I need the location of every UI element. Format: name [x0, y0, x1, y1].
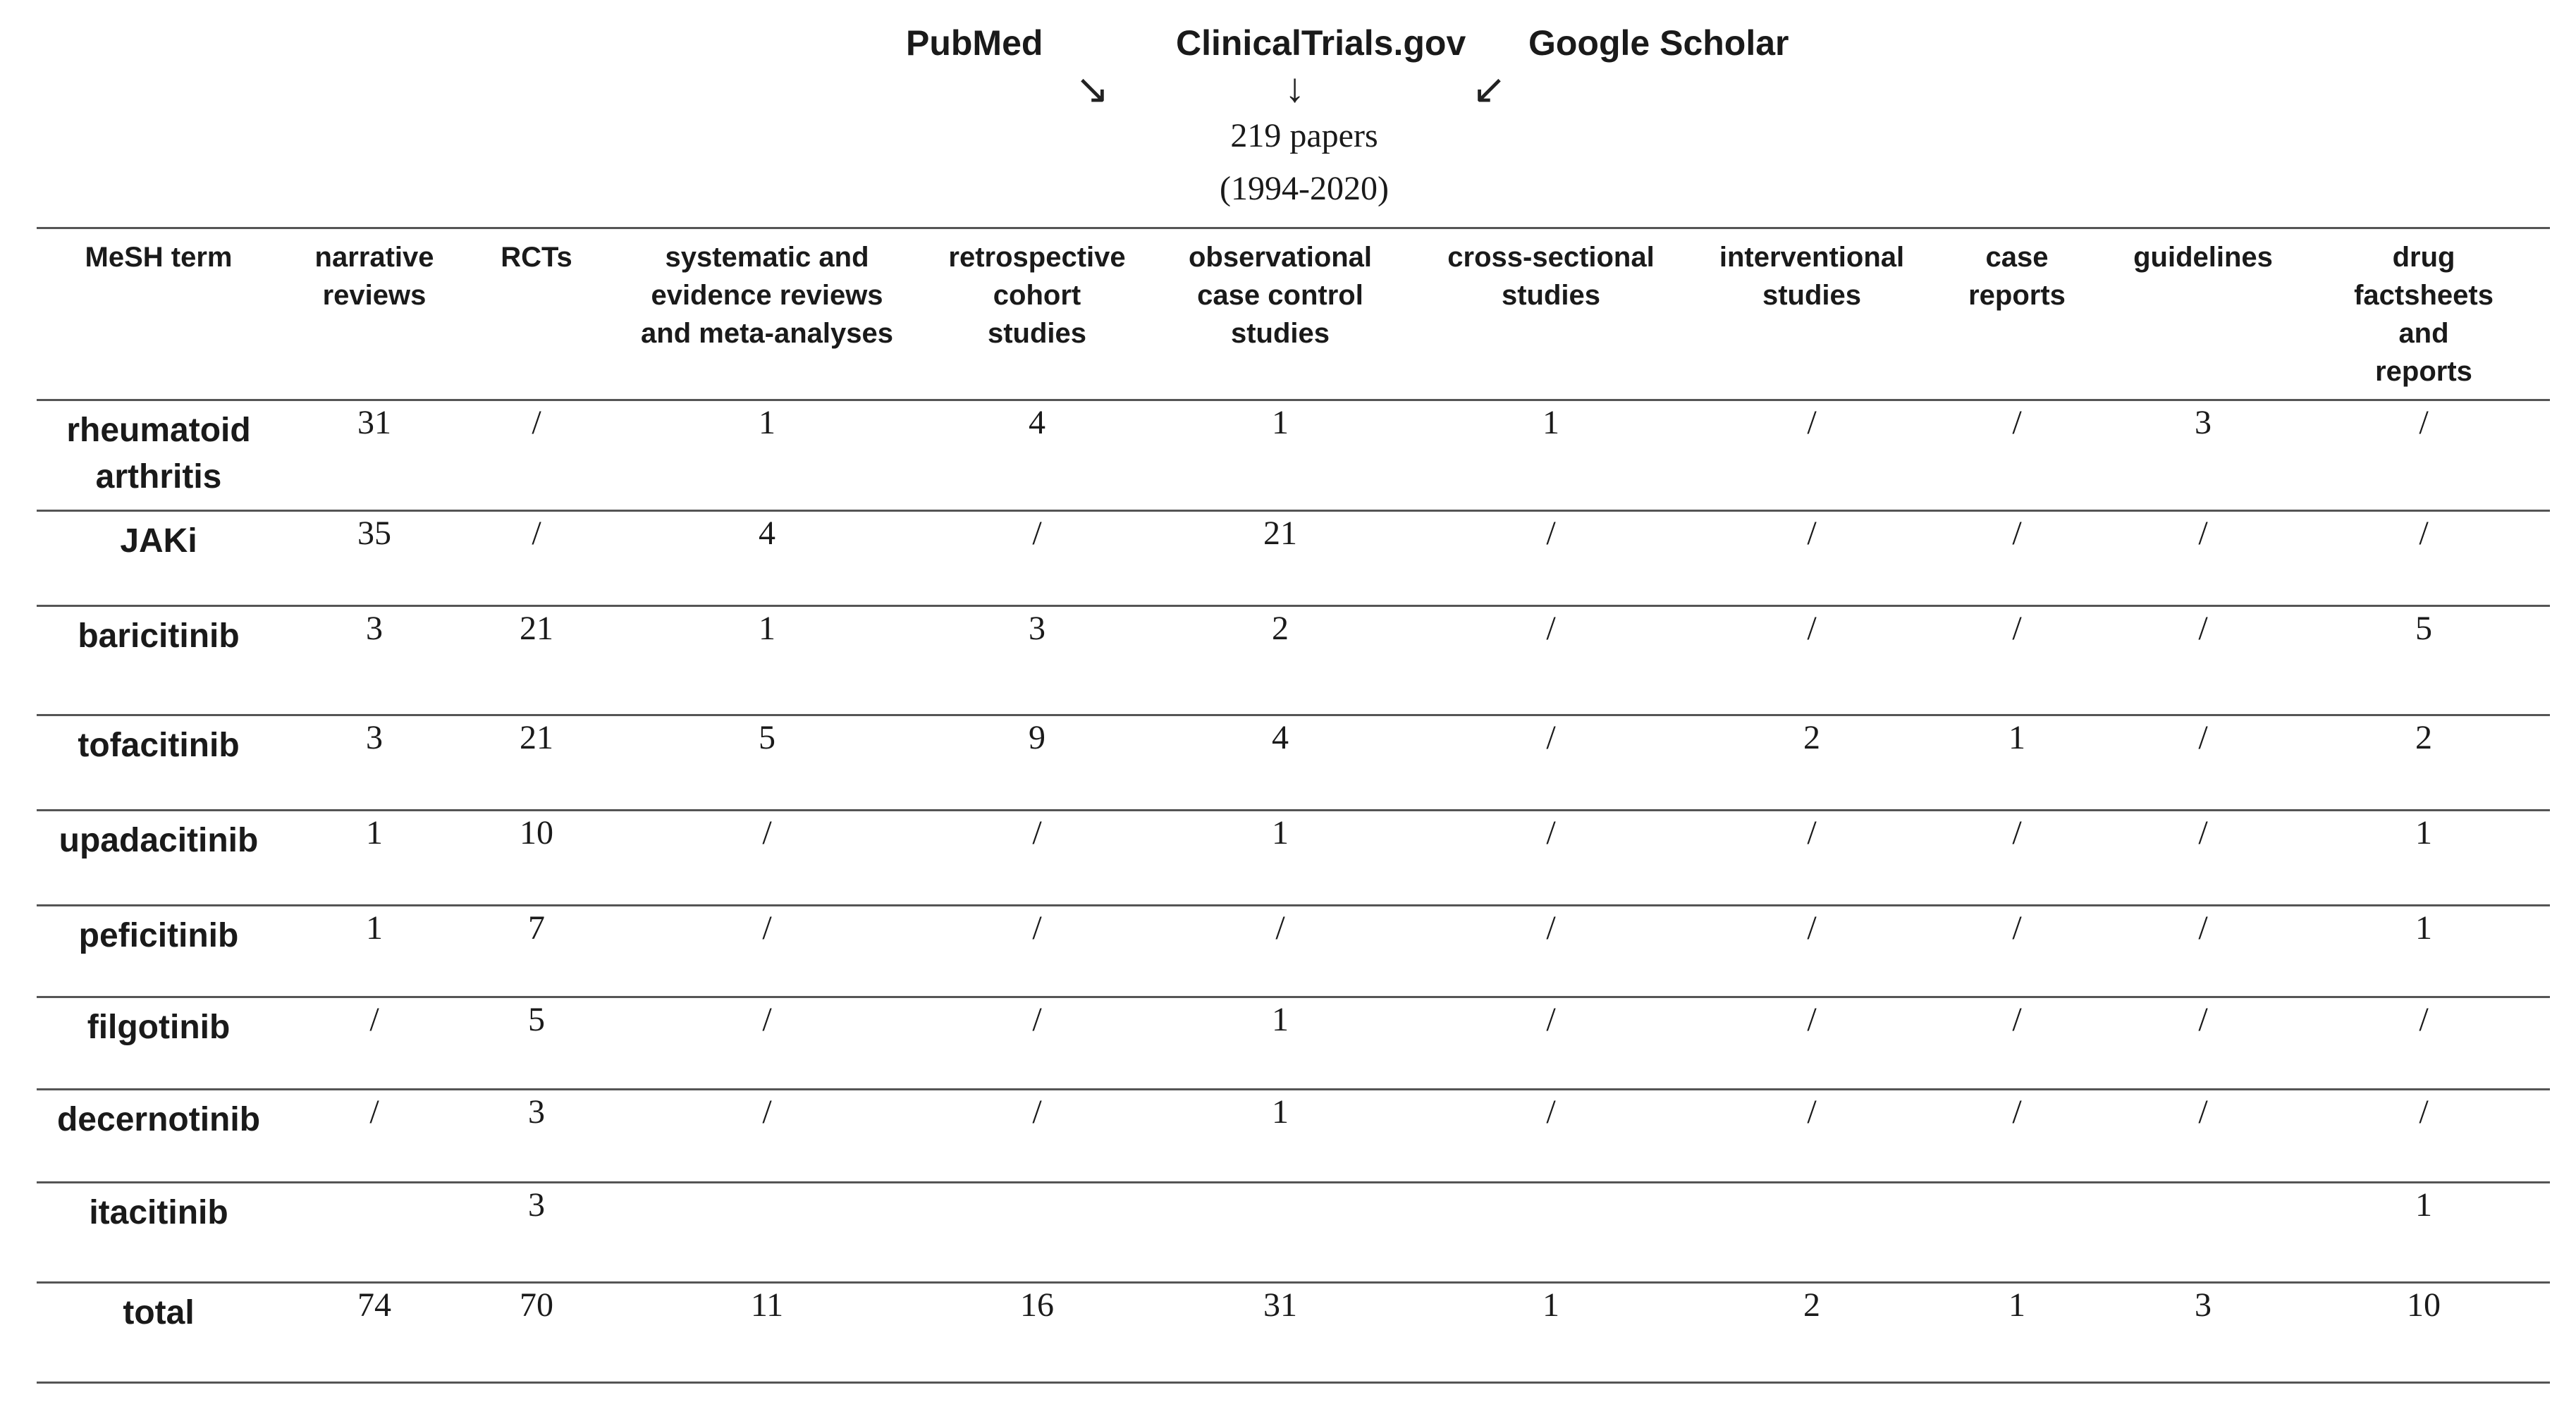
table-cell: 1	[2008, 719, 2025, 756]
table-cell: /	[1807, 909, 1817, 947]
arrow-down-icon: ↓	[1284, 65, 1305, 111]
table-cell: 3	[2195, 404, 2212, 441]
table-cell: /	[2198, 1001, 2208, 1038]
row-divider	[37, 1382, 2550, 1384]
column-header: interventional studies	[1719, 242, 1905, 311]
table-cell: 35	[357, 515, 391, 552]
table-cell: /	[2419, 515, 2429, 552]
row-divider	[37, 1281, 2550, 1284]
table-cell: 5	[2415, 610, 2432, 647]
table-cell: 21	[520, 719, 553, 756]
row-term: decernotinib	[56, 1101, 261, 1138]
table-cell: 9	[1029, 719, 1045, 756]
table-cell: /	[1546, 1093, 1556, 1131]
table-cell: /	[2198, 719, 2208, 756]
table-cell: /	[532, 404, 541, 441]
table-cell: /	[1032, 814, 1042, 851]
table-cell: 5	[759, 719, 775, 756]
table-cell: 11	[750, 1286, 784, 1324]
row-term: baricitinib	[78, 617, 240, 655]
table-cell: 1	[366, 814, 383, 851]
row-term: peficitinib	[78, 917, 239, 954]
table-cell: 3	[1029, 610, 1045, 647]
table-cell: /	[1807, 1001, 1817, 1038]
table-cell: /	[2198, 1093, 2208, 1131]
table-cell: 1	[1542, 404, 1559, 441]
row-divider	[37, 510, 2550, 512]
table-cell: /	[369, 1001, 379, 1038]
column-header: guidelines	[2133, 242, 2273, 273]
table-cell: /	[1807, 814, 1817, 851]
table-cell: 4	[1272, 719, 1289, 756]
table-cell: /	[1807, 610, 1817, 647]
table-cell: /	[1546, 909, 1556, 947]
table-cell: /	[369, 1093, 379, 1131]
column-header: MeSH term	[85, 242, 233, 273]
table-cell: 1	[2008, 1286, 2025, 1324]
table-cell: /	[2198, 814, 2208, 851]
row-term: upadacitinib	[59, 822, 259, 859]
table-cell: /	[1032, 909, 1042, 947]
table-cell: 2	[2415, 719, 2432, 756]
source-pubmed: PubMed	[906, 23, 1043, 63]
table-cell: 3	[366, 610, 383, 647]
table-cell: 1	[1272, 1093, 1289, 1131]
table-cell: /	[2198, 515, 2208, 552]
table-cell: 2	[1803, 719, 1820, 756]
table-cell: 3	[528, 1093, 545, 1131]
source-clinicaltrials: ClinicalTrials.gov	[1176, 23, 1466, 63]
table-cell: 3	[366, 719, 383, 756]
row-term: filgotinib	[87, 1009, 231, 1046]
table-cell: /	[1546, 719, 1556, 756]
table-cell: 1	[2415, 909, 2432, 947]
table-cell: /	[762, 1001, 772, 1038]
table-cell: 31	[1263, 1286, 1297, 1324]
row-divider	[37, 809, 2550, 811]
table-cell: 2	[1272, 610, 1289, 647]
table-cell: /	[1032, 1001, 1042, 1038]
table-cell: /	[2012, 909, 2022, 947]
row-divider	[37, 399, 2550, 401]
table-top-rule	[37, 227, 2550, 229]
table-cell: 2	[1803, 1286, 1820, 1324]
row-divider	[37, 996, 2550, 998]
table-cell: 1	[2415, 1186, 2432, 1224]
table-cell: 3	[2195, 1286, 2212, 1324]
table-cell: /	[2419, 404, 2429, 441]
table-cell: /	[2012, 1093, 2022, 1131]
column-header: cross-sectional studies	[1447, 242, 1655, 311]
source-google-scholar: Google Scholar	[1528, 23, 1789, 63]
table-cell: /	[2419, 1001, 2429, 1038]
table-cell: 10	[520, 814, 553, 851]
column-header: RCTs	[501, 242, 572, 273]
table-cell: 7	[528, 909, 545, 947]
table-cell: 1	[759, 404, 775, 441]
table-cell: /	[1032, 515, 1042, 552]
table-cell: 74	[357, 1286, 391, 1324]
table-cell: /	[532, 515, 541, 552]
column-header: narrative reviews	[314, 242, 434, 311]
arrow-down-left-icon: ↙	[1472, 66, 1507, 112]
table-cell: /	[1546, 610, 1556, 647]
table-cell: /	[1807, 515, 1817, 552]
table-cell: /	[1546, 814, 1556, 851]
table-cell: /	[762, 909, 772, 947]
table-cell: 21	[520, 610, 553, 647]
table-cell: /	[2419, 1093, 2429, 1131]
table-cell: /	[762, 1093, 772, 1131]
table-cell: 31	[357, 404, 391, 441]
table-cell: 1	[1272, 404, 1289, 441]
table-cell: /	[1546, 515, 1556, 552]
table-cell: 10	[2407, 1286, 2441, 1324]
row-divider	[37, 904, 2550, 906]
table-cell: 3	[528, 1186, 545, 1224]
table-cell: /	[1275, 909, 1285, 947]
table-cell: /	[1546, 1001, 1556, 1038]
row-term: JAKi	[120, 522, 197, 560]
table-cell: /	[1032, 1093, 1042, 1131]
table-cell: 4	[1029, 404, 1045, 441]
table-cell: 1	[2415, 814, 2432, 851]
row-term: tofacitinib	[78, 727, 240, 764]
column-header: drug factsheets and reports	[2354, 242, 2494, 387]
table-cell: /	[2012, 404, 2022, 441]
table-cell: /	[1807, 1093, 1817, 1131]
row-divider	[37, 605, 2550, 607]
table-cell: /	[2012, 1001, 2022, 1038]
row-term: itacitinib	[89, 1194, 228, 1231]
arrow-down-right-icon: ↘	[1075, 66, 1110, 112]
table-cell: /	[2012, 610, 2022, 647]
total-row-label: total	[123, 1294, 195, 1331]
row-divider	[37, 1181, 2550, 1183]
table-cell: 1	[1272, 1001, 1289, 1038]
table-cell: 1	[1542, 1286, 1559, 1324]
table-cell: /	[2198, 610, 2208, 647]
table-cell: 1	[759, 610, 775, 647]
table-cell: 1	[1272, 814, 1289, 851]
table-cell: /	[762, 814, 772, 851]
table-cell: 5	[528, 1001, 545, 1038]
table-cell: 16	[1020, 1286, 1054, 1324]
year-range: (1994-2020)	[1220, 170, 1389, 207]
row-divider	[37, 1088, 2550, 1090]
row-divider	[37, 714, 2550, 716]
table-cell: 70	[520, 1286, 553, 1324]
table-cell: 1	[366, 909, 383, 947]
column-header: systematic and evidence reviews and meta-analyses	[641, 242, 893, 349]
table-cell: /	[2012, 814, 2022, 851]
row-term: rheumatoid arthritis	[66, 412, 251, 496]
table-cell: /	[2198, 909, 2208, 947]
column-header: retrospective cohort studies	[948, 242, 1126, 349]
column-header: observational case control studies	[1188, 242, 1373, 349]
table-cell: 4	[759, 515, 775, 552]
column-header: case reports	[1968, 242, 2066, 311]
table-cell: 21	[1263, 515, 1297, 552]
table-cell: /	[2012, 515, 2022, 552]
table-cell: /	[1807, 404, 1817, 441]
paper-count: 219 papers	[1230, 117, 1378, 154]
